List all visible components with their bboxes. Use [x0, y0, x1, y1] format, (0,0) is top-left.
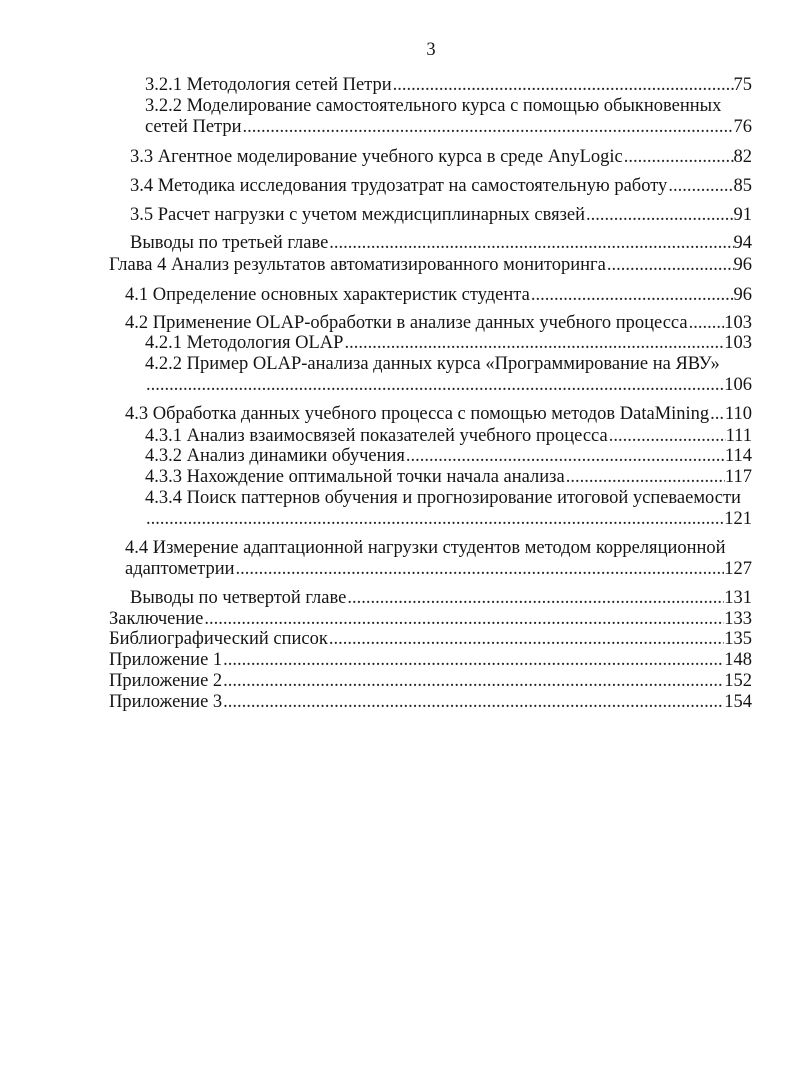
toc-entry-title: 3.2.2 Моделирование самостоятельного курса с помощью обыкновенных — [145, 96, 722, 116]
dot-leader — [328, 629, 724, 650]
toc-page-ref: 103 — [724, 313, 752, 333]
dot-leader — [328, 233, 733, 254]
toc-entry — [109, 629, 752, 650]
toc-entry — [125, 313, 752, 334]
toc-entry-title: 3.5 Расчет нагрузки с учетом междисциплинарных связей — [130, 205, 586, 225]
toc-page-ref: 91 — [733, 205, 752, 225]
toc-entry — [130, 588, 752, 609]
dot-leader — [235, 559, 725, 580]
dot-leader — [346, 588, 724, 609]
dot-leader — [667, 176, 733, 197]
toc-entry — [145, 117, 752, 138]
toc-page-ref: 111 — [725, 426, 752, 446]
dot-leader — [222, 650, 724, 671]
toc-page-ref: 75 — [733, 75, 752, 95]
toc-page-ref: 94 — [733, 233, 752, 253]
toc-entry — [109, 671, 752, 692]
dot-leader — [608, 426, 726, 447]
dot-leader — [242, 117, 734, 138]
toc-entry-title: 3.4 Методика исследования трудозатрат на самостоятельную работу — [130, 176, 668, 196]
toc-page-ref: 154 — [724, 692, 752, 712]
toc-chapter-entry — [109, 255, 752, 276]
dot-leader — [145, 509, 724, 530]
toc-page-ref: 148 — [724, 650, 752, 670]
toc-page-ref: 117 — [724, 467, 752, 487]
toc-entry-title: Приложение 2 — [109, 671, 223, 691]
toc-entry — [145, 75, 752, 96]
toc-entry — [145, 426, 752, 447]
dot-leader — [222, 671, 724, 692]
dot-leader — [392, 75, 734, 96]
toc-entry — [125, 285, 752, 306]
toc-entry-title: Выводы по четвертой главе — [130, 588, 347, 608]
dot-leader — [623, 147, 734, 168]
toc-entry-title: 4.2.1 Методология OLAP — [145, 333, 344, 353]
toc-entry — [145, 509, 752, 530]
toc-entry-title: Приложение 3 — [109, 692, 223, 712]
toc-entry-title-continued: сетей Петри — [145, 117, 242, 137]
toc-page-ref: 82 — [733, 147, 752, 167]
toc-page-ref: 96 — [733, 255, 752, 275]
dot-leader — [343, 333, 724, 354]
dot-leader — [688, 313, 725, 334]
toc-entry-title-continued: адаптометрии — [125, 559, 235, 579]
toc-page-ref: 76 — [733, 117, 752, 137]
toc-entry — [130, 176, 752, 197]
toc-entry-title: 4.2 Применение OLAP-обработки в анализе данных учебного процесса — [125, 313, 688, 333]
toc-entry — [125, 404, 752, 425]
toc-entry — [109, 692, 752, 713]
toc-entry-title: Глава 4 Анализ результатов автоматизированного мониторинга — [109, 255, 606, 275]
toc-entry-title: Выводы по третьей главе — [130, 233, 329, 253]
toc-entry — [145, 333, 752, 354]
toc-page-ref: 152 — [724, 671, 752, 691]
toc-entry-title: 4.3.1 Анализ взаимосвязей показателей учебного процесса — [145, 426, 608, 446]
toc-page-ref: 133 — [724, 609, 752, 629]
toc-entry-title: 4.1 Определение основных характеристик студента — [125, 285, 530, 305]
page-number: 3 — [426, 40, 436, 60]
toc-entry-title: 4.2.2 Пример OLAP-анализа данных курса «Программирование на ЯВУ» — [145, 354, 720, 374]
toc-page-ref: 106 — [724, 375, 752, 395]
toc-entry-title: 3.2.1 Методология сетей Петри — [145, 75, 392, 95]
toc-entry-title: Приложение 1 — [109, 650, 223, 670]
toc-entry — [109, 650, 752, 671]
toc-entry — [109, 609, 752, 630]
toc-page-ref: 127 — [724, 559, 752, 579]
toc-page-ref: 121 — [724, 509, 752, 529]
toc-page-ref: 131 — [724, 588, 752, 608]
toc-page-ref: 85 — [733, 176, 752, 196]
toc-entry-title: 4.4 Измерение адаптационной нагрузки студентов методом корреляционной — [125, 538, 726, 558]
toc-entry — [130, 205, 752, 226]
toc-entry-title: 4.3.2 Анализ динамики обучения — [145, 446, 405, 466]
toc-entry-title: Библиографический список — [109, 629, 328, 649]
toc-page-ref: 135 — [724, 629, 752, 649]
toc-page-ref: 114 — [724, 446, 752, 466]
toc-entry-title: 4.3 Обработка данных учебного процесса с помощью методов DataMining — [125, 404, 710, 424]
dot-leader — [585, 205, 733, 226]
toc-entry — [125, 559, 752, 580]
dot-leader — [606, 255, 734, 276]
dot-leader — [222, 692, 724, 713]
dot-leader — [405, 446, 725, 467]
toc-entry-title: 4.3.4 Поиск паттернов обучения и прогнозирование итоговой успеваемости — [145, 488, 741, 508]
dot-leader — [203, 609, 724, 630]
dot-leader — [145, 375, 724, 396]
toc-entry — [130, 147, 752, 168]
toc-page-ref: 103 — [724, 333, 752, 353]
toc-entry-title: 3.3 Агентное моделирование учебного курса в среде AnyLogic — [130, 147, 623, 167]
toc-entry — [145, 446, 752, 467]
dot-leader — [709, 404, 725, 425]
toc-entry — [130, 233, 752, 254]
toc-entry — [145, 467, 752, 488]
dot-leader — [565, 467, 725, 488]
toc-entry-title: Заключение — [109, 609, 204, 629]
dot-leader — [530, 285, 734, 306]
toc-entry-title: 4.3.3 Нахождение оптимальной точки начала анализа — [145, 467, 565, 487]
toc-page-ref: 96 — [733, 285, 752, 305]
toc-page-ref: 110 — [724, 404, 752, 424]
toc-entry — [145, 375, 752, 396]
